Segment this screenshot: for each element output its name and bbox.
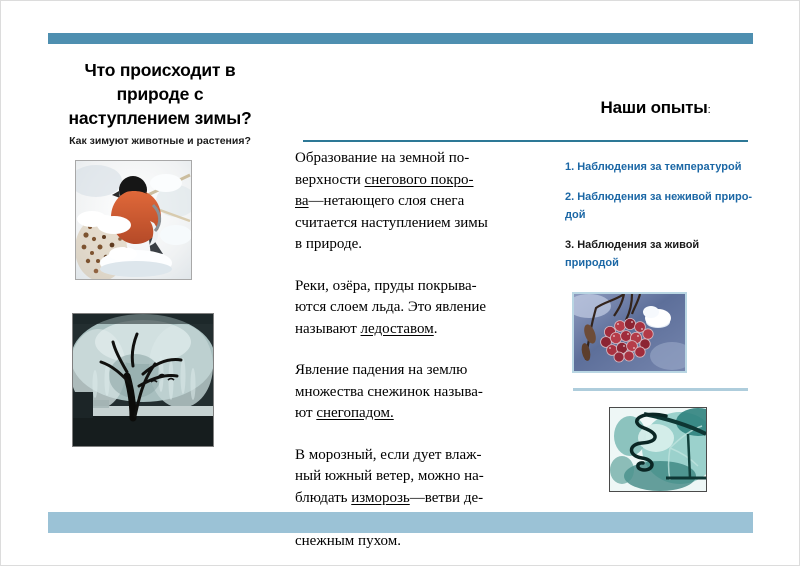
text-segment: в природе.: [295, 236, 362, 252]
text-line: [295, 297, 535, 319]
text-segment: .: [433, 320, 438, 337]
text-segment: блюдать: [295, 489, 352, 506]
tendril-illustration: [610, 408, 706, 491]
experiments-heading-colon: :: [707, 104, 711, 116]
experiment-item-line: 1. Наблюдения за температурой: [565, 161, 742, 173]
left-column-header: [40, 58, 280, 147]
text-segment: верхности: [295, 171, 365, 188]
experiment-item-line: 3. Наблюдения за живой: [565, 239, 700, 251]
text-segment: ный южный ветер, можно на-: [295, 468, 484, 484]
paragraph: [295, 276, 535, 341]
text-segment: Явление падения на землю: [295, 362, 468, 378]
underlined-term: ледоставом: [360, 320, 434, 337]
underlined-term: снегопадом.: [316, 405, 394, 421]
experiment-item: [565, 158, 765, 176]
text-line: [295, 445, 535, 467]
winter-tree-photo: [72, 313, 214, 447]
text-line: [295, 531, 535, 553]
bottom-accent-bar: [48, 512, 753, 533]
top-accent-bar: [48, 33, 753, 44]
middle-text: [295, 148, 535, 566]
bullfinch-illustration: [76, 161, 191, 279]
bullfinch-photo: [75, 160, 192, 280]
frozen-rowan-illustration: [574, 294, 685, 371]
text-segment: —ветви де-: [409, 489, 484, 506]
text-segment: множества снежинок называ-: [295, 383, 483, 400]
tendril-photo: [609, 407, 707, 492]
text-line: [295, 319, 535, 341]
paragraph: [295, 445, 535, 553]
text-line: [295, 382, 535, 404]
text-segment: называют: [295, 320, 361, 337]
text-segment: Образование на земной по-: [295, 150, 470, 166]
text-line: [295, 488, 535, 510]
paragraph: [295, 360, 535, 425]
text-line: [295, 276, 535, 298]
underlined-term: ва: [295, 193, 309, 209]
text-segment: ются слоем льда. Это явление: [295, 299, 487, 315]
underlined-term: снегового покро-: [364, 171, 474, 188]
page-subtitle: Как зимуют животные и растения?: [69, 135, 251, 147]
text-segment: считается наступлением зимы: [295, 214, 488, 231]
light-divider: [573, 388, 748, 391]
experiment-item: [565, 188, 765, 224]
winter-tree-illustration: [73, 314, 213, 446]
text-line: [295, 360, 535, 382]
page-title-line: наступлением зимы?: [68, 108, 252, 128]
text-line: [295, 234, 535, 256]
section-rule: [303, 140, 748, 142]
paragraph: [295, 148, 535, 256]
page-title-line: Что происходит в: [84, 60, 236, 80]
experiment-item-line: 2. Наблюдения за неживой приро-: [565, 191, 753, 203]
experiments-heading: [558, 98, 753, 118]
text-line: [295, 213, 535, 235]
text-line: [295, 170, 535, 192]
underlined-term: изморозь: [351, 489, 410, 506]
text-line: [295, 148, 535, 170]
experiments-list: [565, 158, 765, 284]
text-segment: В морозный, если дует влаж-: [295, 446, 482, 463]
text-segment: снежным пухом.: [295, 532, 401, 549]
text-segment: —нетающего слоя снега: [308, 193, 465, 209]
frozen-rowan-photo: [572, 292, 687, 373]
text-segment: Реки, озёра, пруды покрыва-: [295, 277, 477, 294]
experiment-item: [565, 236, 765, 272]
text-segment: ют: [295, 405, 317, 421]
experiments-heading-text: Наши опыты: [600, 98, 708, 117]
text-line: [295, 466, 535, 488]
text-line: [295, 191, 535, 213]
page-title-line: природе с: [116, 84, 204, 104]
experiment-item-line: дой: [565, 209, 586, 221]
experiment-item-line: природой: [565, 257, 619, 269]
text-line: [295, 403, 535, 425]
